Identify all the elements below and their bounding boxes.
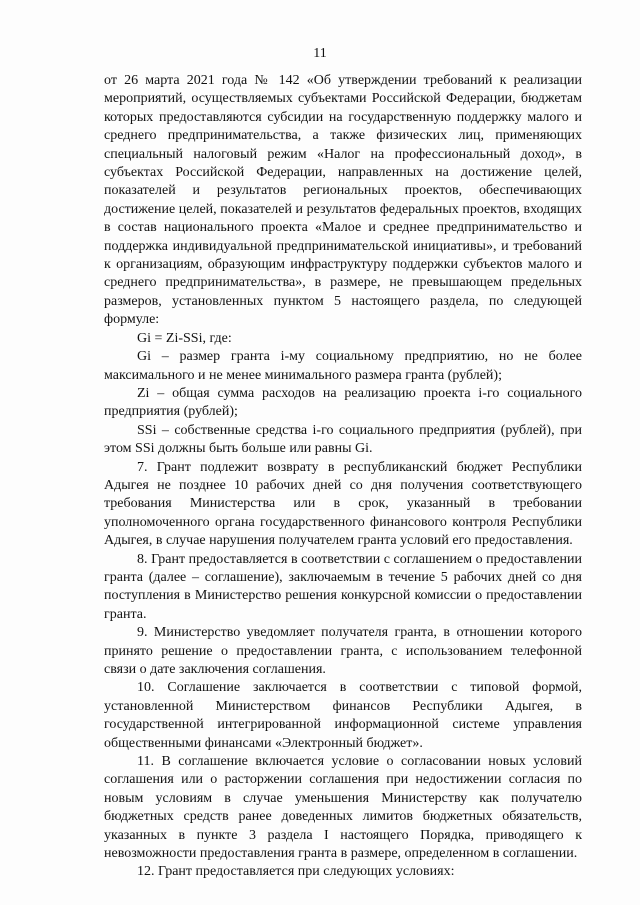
paragraph-9: 10. Соглашение заключается в соответствии с типовой формой, установленной Министерством финансов Республики Адыгея, в государственной интегрированной информационной системе управления общественными финансами «Электронный бюджет». (104, 680, 582, 751)
paragraph-11: 12. Грант предоставляется при следующих условиях: (137, 864, 455, 880)
paragraph-10: 11. В соглашение включается условие о согласовании новых условий соглашения или о расторжении соглашения при недостижении согласия по новым условиям в случае уменьшения Министерству как получателю бюджетных средств ранее доведенных лимитов бюджетных обязательств, указанных в пункте 3 раздела I настоящего Порядка, приводящего к невозможности предоставления гранта в размере, определенном в соглашении. (104, 754, 582, 862)
paragraph-4: Zi – общая сумма расходов на реализацию проекта i-го социального предприятия (рублей); (104, 385, 582, 420)
paragraph-3: Gi – размер гранта i-му социальному предприятию, но не более максимального и не менее минимального размера гранта (рублей); (104, 349, 582, 383)
paragraph-6: 7. Грант подлежит возврату в республиканский бюджет Республики Адыгея не позднее 10 рабочих дней со дня получения соответствующего требования Министерства или в срок, указанный в требовании уполномоченного органа государственного финансового контроля Республики Адыгея, в случае нарушения получателем гранта условий его предоставления. (104, 459, 582, 549)
paragraph-5: SSi – собственные средства i-го социального предприятия (рублей), при этом SSi должны быть больше или равны Gi. (104, 422, 582, 457)
paragraph-2: Gi = Zi-SSi, где: (137, 330, 232, 346)
paragraph-7: 8. Грант предоставляется в соответствии с соглашением о предоставлении гранта (далее – соглашение), заключаемым в течение 5 рабочих дней со дня поступления в Министерство решения конкурсной комиссии о предоставлении гранта. (104, 551, 582, 622)
page-number: 11 (313, 46, 327, 61)
paragraph-8: 9. Министерство уведомляет получателя гранта, в отношении которого принято решение о предоставлении гранта, с использованием телефонной связи о дате заключения соглашения. (104, 625, 582, 677)
paragraph-1: от 26 марта 2021 года № 142 «Об утверждении требований к реализации мероприятий, осуществляемых субъектами Российской Федерации, бюджетам которых предоставляются субсидии на государственную поддержку малого и среднего предпринимательства, а также физических лиц, применяющих специальный налоговый режим «Налог на профессиональный доход», в субъектах Российской Федерации, направленных на достижение целей, показателей и результатов региональных проектов, обеспечивающих достижение целей, показателей и результатов федеральных проектов, входящих в состав национального проекта «Малое и среднее предпринимательство и поддержка индивидуальной предпринимательской инициативы», и требований к организациям, образующим инфраструктуру поддержки субъектов малого и среднего предпринимательства», в размере, не превышающем предельных размеров, установленных пунктом 5 настоящего раздела, по следующей формуле: (104, 73, 582, 328)
document-body (104, 72, 582, 882)
